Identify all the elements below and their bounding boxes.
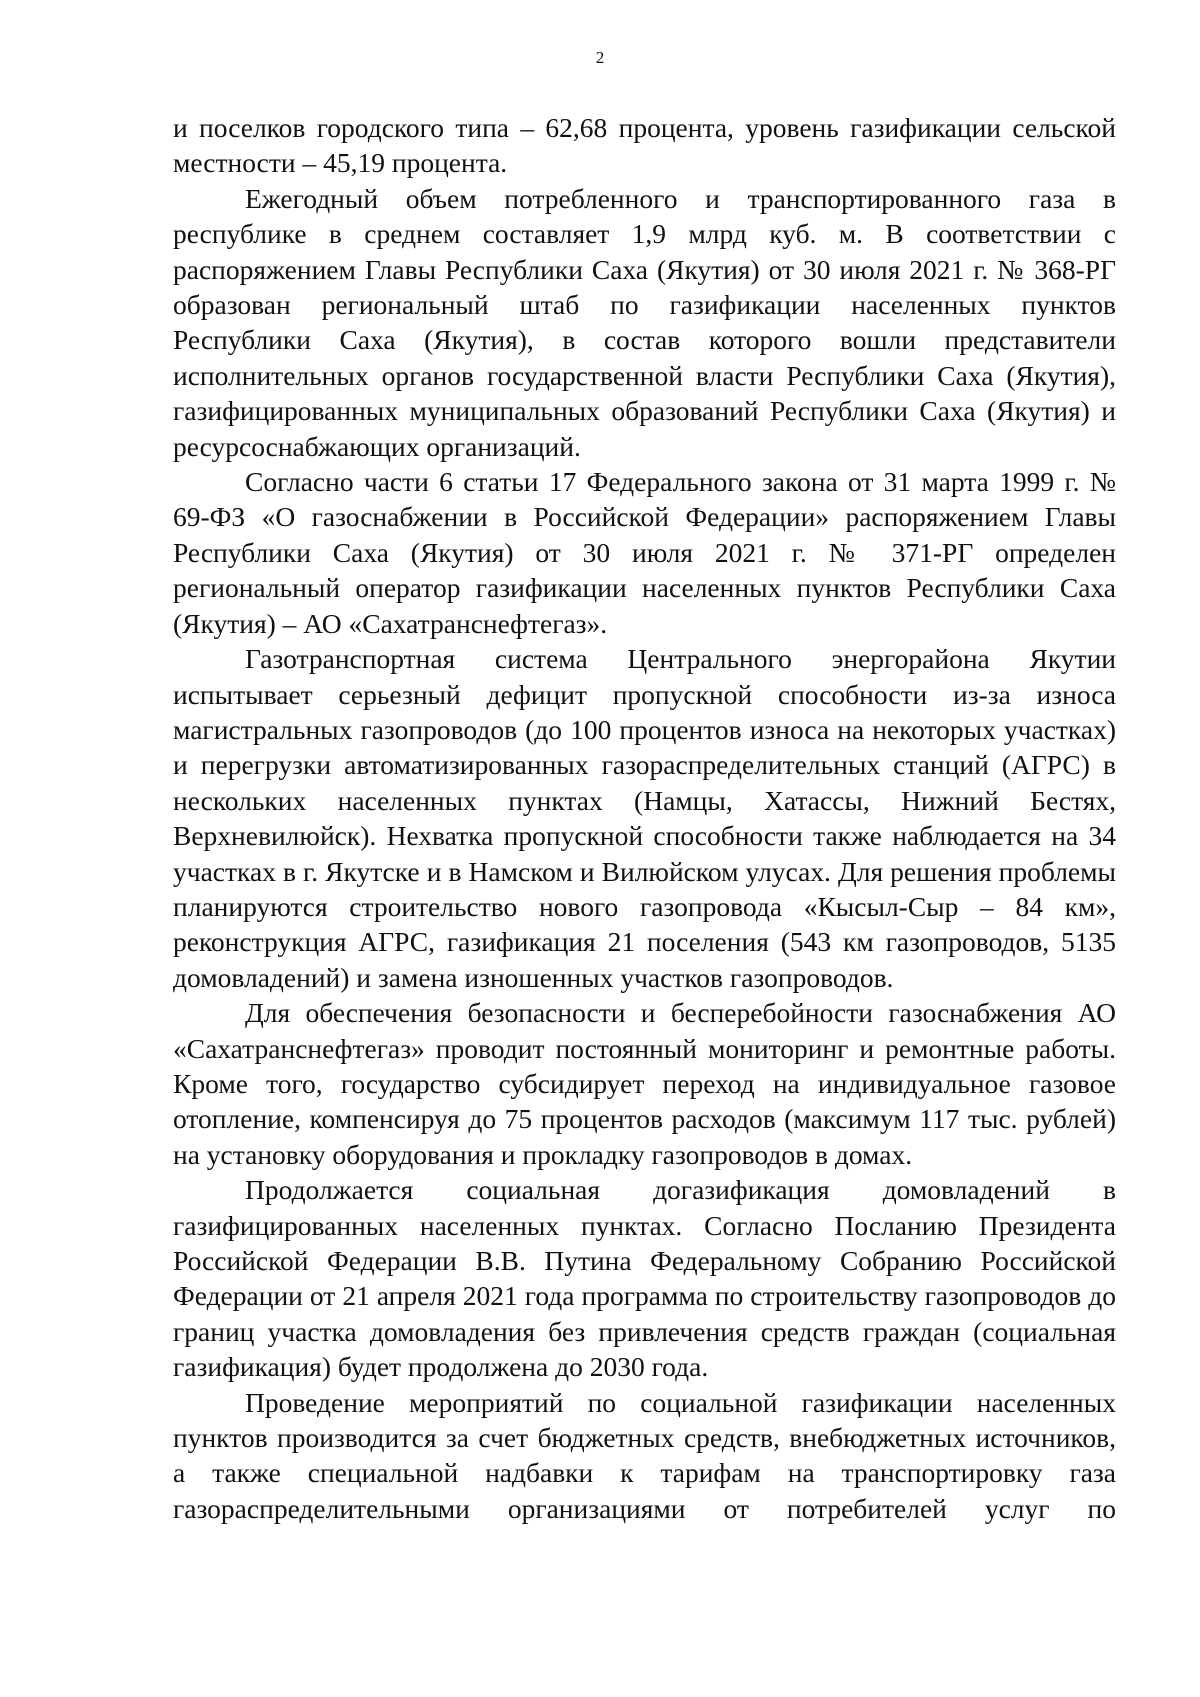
paragraph-safety-monitoring: Для обеспечения безопасности и бесперебойности газоснабжения АО «Сахатранснефтегаз» проводит постоянный мониторинг и ремонтные работы. Кроме того, государство субсидирует переход на индивидуальное газовое отопление, компенсируя до 75 процентов расходов (максимум 117 тыс. рублей) на установку оборудования и прокладку газопроводов в домах. xyxy=(173,997,1116,1170)
paragraph-regional-operator: Согласно части 6 статьи 17 Федерального закона от 31 марта 1999 г. № 69-ФЗ «О газоснабжении в Российской Федерации» распоряжением Главы Республики Саха (Якутия) от 30 июля 2021 г. № 371-РГ определен региональный оператор газификации населенных пунктов Республики Саха (Якутия) – АО «Сахатранснефтегаз». xyxy=(173,466,1116,639)
paragraph-gas-volume: Ежегодный объем потребленного и транспортированного газа в республике в среднем составляет 1,9 млрд куб. м. В соответствии с распоряжением Главы Республики Саха (Якутия) от 30 июля 2021 г. № 368-РГ образован региональный штаб по газификации населенных пунктов Республики Саха (Якутия), в состав которого вошли представители исполнительных органов государственной власти Республики Саха (Якутия), газифицированных муниципальных образований Республики Саха (Якутия) и ресурсоснабжающих организаций. xyxy=(173,182,1116,462)
paragraph-continuation: и поселков городского типа – 62,68 процента, уровень газификации сельской местности – 45,19 процента. xyxy=(173,112,1116,179)
document-body xyxy=(173,110,1116,1526)
paragraph-gasification-funding: Проведение мероприятий по социальной газификации населенных пунктов производится за счет бюджетных средств, внебюджетных источников, а также специальной надбавки к тарифам на транспортировку газа газораспределительными организациями от потребителей услуг по xyxy=(173,1386,1116,1524)
page-number: 2 xyxy=(595,48,605,67)
paragraph-social-gasification: Продолжается социальная догазификация домовладений в газифицированных населенных пунктах. Согласно Посланию Президента Российской Федерации В.В. Путина Федеральному Собранию Российской Федерации от 21 апреля 2021 года программа по строительству газопроводов до границ участка домовладения без привлечения средств граждан (социальная газификация) будет продолжена до 2030 года. xyxy=(173,1174,1116,1383)
paragraph-gas-transport-system: Газотранспортная система Центрального энергорайона Якутии испытывает серьезный дефицит пропускной способности из-за износа магистральных газопроводов (до 100 процентов износа на некоторых участках) и перегрузки автоматизированных газораспределительных станций (АГРС) в нескольких населенных пунктах (Намцы, Хатассы, Нижний Бестях, Верхневилюйск). Нехватка пропускной способности также наблюдается на 34 участках в г. Якутске и в Намском и Вилюйском улусах. Для решения проблемы планируются строительство нового газопровода «Кысыл-Сыр – 84 км», реконструкция АГРС, газификация 21 поселения (543 км газопроводов, 5135 домовладений) и замена изношенных участков газопроводов. xyxy=(173,643,1116,993)
